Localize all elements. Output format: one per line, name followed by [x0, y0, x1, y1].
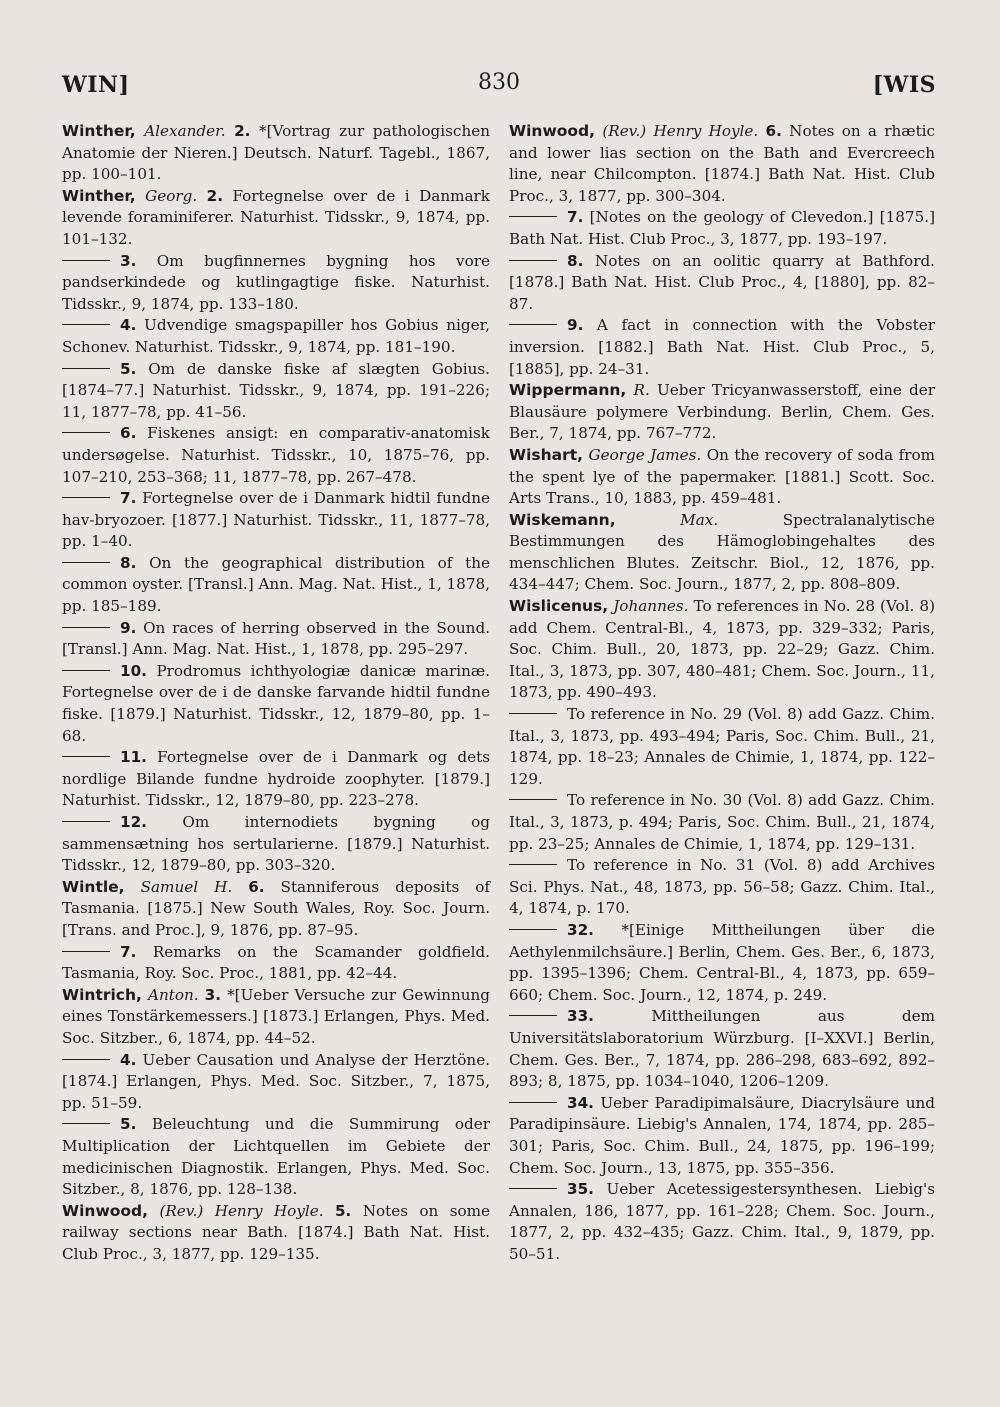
author-name: Wiskemann, — [509, 510, 616, 529]
continuation-dash — [509, 713, 557, 714]
continuation-dash — [62, 951, 110, 952]
entry-number: 33. — [567, 1007, 594, 1026]
entry-number: 8. — [120, 553, 137, 572]
bibliography-entry — [62, 618, 490, 661]
bibliography-entry — [509, 1179, 935, 1265]
continuation-dash — [509, 929, 557, 930]
continuation-dash — [62, 562, 110, 563]
bibliography-entry — [509, 1006, 935, 1092]
bibliography-entry — [509, 121, 935, 207]
bibliography-entry — [509, 1093, 935, 1179]
bibliography-entry — [62, 877, 490, 942]
entry-text: A fact in connection with the Vobster inversion. [1882.] Bath Nat. Hist. Club Proc., 5, [1885], pp. 24–31. — [509, 316, 936, 378]
bibliography-entry — [62, 1201, 490, 1266]
continuation-dash — [62, 670, 110, 671]
author-given-name: Samuel H. — [140, 877, 233, 896]
author-given-name: Max. — [680, 510, 719, 529]
entry-text: To references in No. 28 (Vol. 8) add Chem. Central-Bl., 4, 1873, pp. 329–332; Paris, Soc. Chim. Bull., 20, 1873, pp. 22–29; Gazz. Chim. Ital., 3, 1873, pp. 307, 480–481; Chem. Soc. Journ., 11, 1873, pp. 490–493. — [509, 597, 936, 702]
bibliography-entry — [62, 553, 490, 618]
continuation-dash — [509, 864, 557, 865]
entry-number: 8. — [567, 251, 584, 270]
entry-number: 11. — [120, 748, 147, 767]
author-name: Wislicenus, — [509, 597, 609, 616]
continuation-dash — [62, 260, 110, 261]
entry-number: 9. — [567, 316, 584, 335]
page-number: 830 — [478, 70, 520, 95]
continuation-dash — [509, 799, 557, 800]
header-right: [WIS — [872, 72, 936, 98]
entry-number: 3. — [204, 985, 221, 1004]
author-given-name: (Rev.) Henry Hoyle. — [602, 122, 759, 140]
continuation-dash — [62, 1059, 110, 1060]
entry-text: *[Einige Mittheilungen über die Aethylenmilchsäure.] Berlin, Chem. Ges. Ber., 6, 1873, pp. 1395–1396; Chem. Central-Bl., 4, 1873, pp. 659–660; Chem. Soc. Journ., 12, 1874, p. 249. — [509, 920, 935, 1004]
continuation-dash — [62, 432, 110, 433]
entry-number: 7. — [120, 942, 137, 961]
bibliography-entry — [509, 596, 935, 704]
author-name: Winther, — [62, 122, 136, 140]
entry-text: Om internodiets bygning og sammensætning hos sertularierne. [1879.] Naturhist. Tidsskr., 12, 1879–80, pp. 303–320. — [62, 813, 491, 875]
entry-text: Ueber Causation und Analyse der Herztöne. [1874.] Erlangen, Phys. Med. Soc. Sitzber., 7, 1875, pp. 51–59. — [62, 1050, 491, 1112]
continuation-dash — [62, 756, 110, 757]
continuation-dash — [62, 1123, 110, 1124]
bibliography-entry — [62, 186, 490, 251]
entry-text: To reference in No. 31 (Vol. 8) add Archives Sci. Phys. Nat., 48, 1873, pp. 56–58; Gazz. Chim. Ital., 4, 1874, p. 170. — [509, 856, 935, 918]
bibliography-entry — [509, 251, 935, 316]
author-name: Wintrich, — [62, 985, 142, 1004]
bibliography-entry — [62, 359, 490, 424]
continuation-dash — [62, 368, 110, 369]
bibliography-entry — [62, 1050, 490, 1115]
entry-number: 7. — [567, 208, 584, 227]
bibliography-entry — [62, 747, 490, 812]
entry-text: Notes on some railway sections near Bath. [1874.] Bath Nat. Hist. Club Proc., 3, 1877, pp. 129–135. — [62, 1201, 491, 1263]
bibliography-entry — [509, 855, 935, 920]
entry-text: Fiskenes ansigt: en comparativ-anatomisk undersøgelse. Naturhist. Tidsskr., 10, 1875–76, pp. 107–210, 253–368; 11, 1877–78, pp. 267–478. — [62, 424, 490, 486]
entry-text: Fortegnelse over de i Danmark hidtil fundne hav-bryozoer. [1877.] Naturhist. Tidsskr., 11, 1877–78, pp. 1–40. — [62, 489, 491, 551]
running-header — [62, 72, 936, 112]
author-name: Winwood, — [62, 1201, 149, 1220]
entry-text: Udvendige smagspapiller hos Gobius niger, Schonev. Naturhist. Tidsskr., 9, 1874, pp. 181–190. — [62, 316, 490, 356]
entry-text: *[Ueber Versuche zur Gewinnung eines Tonstärkemessers.] [1873.] Erlangen, Phys. Med. Soc. Sitzber., 6, 1874, pp. 44–52. — [62, 985, 491, 1047]
author-given-name: R. — [633, 381, 650, 400]
entry-text: Ueber Tricyanwasserstoff, eine der Blausäure polymere Verbindung. Berlin, Chem. Ges. Ber., 7, 1874, pp. 767–772. — [509, 381, 936, 443]
bibliography-entry — [509, 704, 935, 790]
continuation-dash — [62, 821, 110, 822]
header-left: WIN] — [62, 72, 130, 98]
bibliography-entry — [509, 920, 935, 1006]
entry-text: Beleuchtung und die Summirung oder Multiplication der Lichtquellen im Gebiete der medicinischen Diagnostik. Erlangen, Phys. Med. Soc. Sitzber., 8, 1876, pp. 128–138. — [62, 1115, 491, 1199]
bibliography-entry — [509, 380, 935, 445]
entry-text: To reference in No. 29 (Vol. 8) add Gazz. Chim. Ital., 3, 1873, pp. 493–494; Paris, Soc. Chim. Bull., 21, 1874, pp. 18–23; Annales de Chimie, 1, 1874, pp. 122–129. — [509, 705, 935, 788]
entry-text: Mittheilungen aus dem Universitätslaboratorium Würzburg. [I–XXVI.] Berlin, Chem. Ges. Ber., 7, 1874, pp. 286–298, 683–692, 892–893; 8, 1875, pp. 1034–1040, 1206–1209. — [509, 1007, 935, 1091]
entry-text: Spectralanalytische Bestimmungen des Hämoglobingehaltes des menschlichen Blutes. Zeitschr. Biol., 12, 1876, pp. 434–447; Chem. Soc. Journ., 1877, 2, pp. 808–809. — [509, 510, 935, 594]
right-column — [509, 121, 935, 1265]
entry-number: 3. — [120, 251, 137, 270]
continuation-dash — [509, 1102, 557, 1103]
entry-text: Fortegnelse over de i Danmark levende foraminiferer. Naturhist. Tidsskr., 9, 1874, pp. 101–132. — [62, 186, 491, 248]
bibliography-entry — [62, 315, 490, 358]
bibliography-entry — [62, 488, 490, 553]
entry-number: 6. — [765, 122, 782, 140]
author-name: Wintle, — [62, 877, 125, 896]
entry-text: On the geographical distribution of the common oyster. [Transl.] Ann. Mag. Nat. Hist., 1, 1878, pp. 185–189. — [62, 553, 490, 616]
entry-text: On the recovery of soda from the spent lye of the papermaker. [1881.] Scott. Soc. Arts Trans., 10, 1883, pp. 459–481. — [509, 445, 936, 508]
bibliography-entry — [509, 207, 935, 250]
entry-number: 4. — [120, 1050, 137, 1069]
continuation-dash — [509, 260, 557, 261]
entry-text: Ueber Acetessigestersynthesen. Liebig's Annalen, 186, 1877, pp. 161–228; Chem. Soc. Journ., 1877, 2, pp. 432–435; Gazz. Chim. Ital., 9, 1879, pp. 50–51. — [509, 1180, 936, 1263]
entry-number: 9. — [120, 618, 137, 637]
continuation-dash — [509, 1188, 557, 1189]
bibliography-entry — [509, 510, 935, 596]
continuation-dash — [509, 324, 557, 325]
bibliography-entry — [62, 121, 490, 186]
entry-number: 12. — [120, 813, 147, 831]
bibliography-entry — [62, 251, 490, 316]
entry-number: 2. — [206, 186, 223, 205]
entry-text: Remarks on the Scamander goldfield. Tasmania, Roy. Soc. Proc., 1881, pp. 42–44. — [62, 942, 490, 983]
entry-text: [Notes on the geology of Clevedon.] [1875.] Bath Nat. Hist. Club Proc., 3, 1877, pp. 193–197. — [509, 208, 935, 248]
author-name: Wippermann, — [509, 381, 627, 400]
entry-number: 35. — [567, 1180, 594, 1199]
entry-number: 4. — [120, 316, 137, 335]
bibliography-entry — [509, 315, 935, 380]
author-name: Wishart, — [509, 445, 584, 464]
bibliography-entry — [509, 445, 935, 510]
entry-text: Notes on an oolitic quarry at Bathford. [1878.] Bath Nat. Hist. Club Proc., 4, [1880], pp. 82–87. — [509, 251, 936, 313]
author-given-name: Georg. — [145, 186, 198, 205]
author-given-name: Alexander. — [144, 122, 226, 140]
entry-number: 7. — [120, 489, 137, 508]
entry-text: Fortegnelse over de i Danmark og dets nordlige Bilande fundne hydroide zoophyter. [1879.] Naturhist. Tidsskr., 12, 1879–80, pp. 223–278. — [62, 748, 490, 810]
entry-number: 6. — [248, 877, 265, 896]
left-column — [62, 121, 490, 1265]
entry-text: Prodromus ichthyologiæ danicæ marinæ. Fortegnelse over de i de danske farvande hidtil fundne fiske. [1879.] Naturhist. Tidsskr., 12, 1879–80, pp. 1–68. — [62, 661, 490, 745]
author-given-name: Anton. — [147, 985, 199, 1004]
bibliography-entry — [62, 1114, 490, 1200]
entry-text: Notes on a rhætic and lower lias section on the Bath and Evercreech line, near Chilcompton. [1874.] Bath Nat. Hist. Club Proc., 3, 1877, pp. 300–304. — [509, 122, 936, 205]
continuation-dash — [62, 497, 110, 498]
entry-text: Om bugfinnernes bygning hos vore pandserkindede og kutlingagtige fiske. Naturhist. Tidsskr., 9, 1874, pp. 133–180. — [62, 251, 491, 313]
continuation-dash — [62, 324, 110, 325]
entry-text: Om de danske fiske af slægten Gobius. [1874–77.] Naturhist. Tidsskr., 9, 1874, pp. 191–226; 11, 1877–78, pp. 41–56. — [62, 359, 490, 421]
entry-number: 2. — [234, 122, 251, 140]
entry-number: 32. — [567, 920, 594, 939]
bibliography-entry — [62, 423, 490, 488]
entry-number: 5. — [334, 1201, 352, 1220]
entry-text: Stanniferous deposits of Tasmania. [1875.] New South Wales, Roy. Soc. Journ. [Trans. and Proc.], 9, 1876, pp. 87–95. — [62, 877, 491, 939]
continuation-dash — [509, 216, 557, 217]
continuation-dash — [509, 1015, 557, 1016]
bibliography-entry — [509, 790, 935, 855]
bibliography-entry — [62, 812, 490, 877]
entry-text: To reference in No. 30 (Vol. 8) add Gazz. Chim. Ital., 3, 1873, p. 494; Paris, Soc. Chim. Bull., 21, 1874, pp. 23–25; Annales de Chimie, 1, 1874, pp. 129–131. — [509, 791, 935, 853]
bibliography-entry — [62, 661, 490, 747]
entry-number: 6. — [120, 424, 137, 443]
author-given-name: (Rev.) Henry Hoyle. — [159, 1201, 324, 1220]
author-name: Winther, — [62, 186, 136, 205]
entry-number: 34. — [567, 1093, 594, 1112]
entry-number: 5. — [120, 1115, 137, 1134]
entry-number: 5. — [120, 359, 137, 378]
entry-text: *[Vortrag zur pathologischen Anatomie der Nieren.] Deutsch. Naturf. Tagebl., 1867, pp. 100–101. — [62, 122, 490, 184]
continuation-dash — [62, 627, 110, 628]
entry-text: Ueber Paradipimalsäure, Diacrylsäure und Paradipinsäure. Liebig's Annalen, 174, 1874, pp. 285–301; Paris, Soc. Chim. Bull., 24, 1875, pp. 196–199; Chem. Soc. Journ., 13, 1875, pp. 355–356. — [509, 1093, 936, 1177]
bibliography-entry — [62, 985, 490, 1050]
author-given-name: Johannes. — [613, 597, 689, 616]
entry-number: 10. — [120, 661, 147, 680]
entry-text: On races of herring observed in the Sound. [Transl.] Ann. Mag. Nat. Hist., 1, 1878, pp. 295–297. — [62, 618, 491, 659]
author-given-name: George James. — [588, 445, 702, 464]
author-name: Winwood, — [509, 122, 596, 140]
bibliography-entry — [62, 942, 490, 985]
